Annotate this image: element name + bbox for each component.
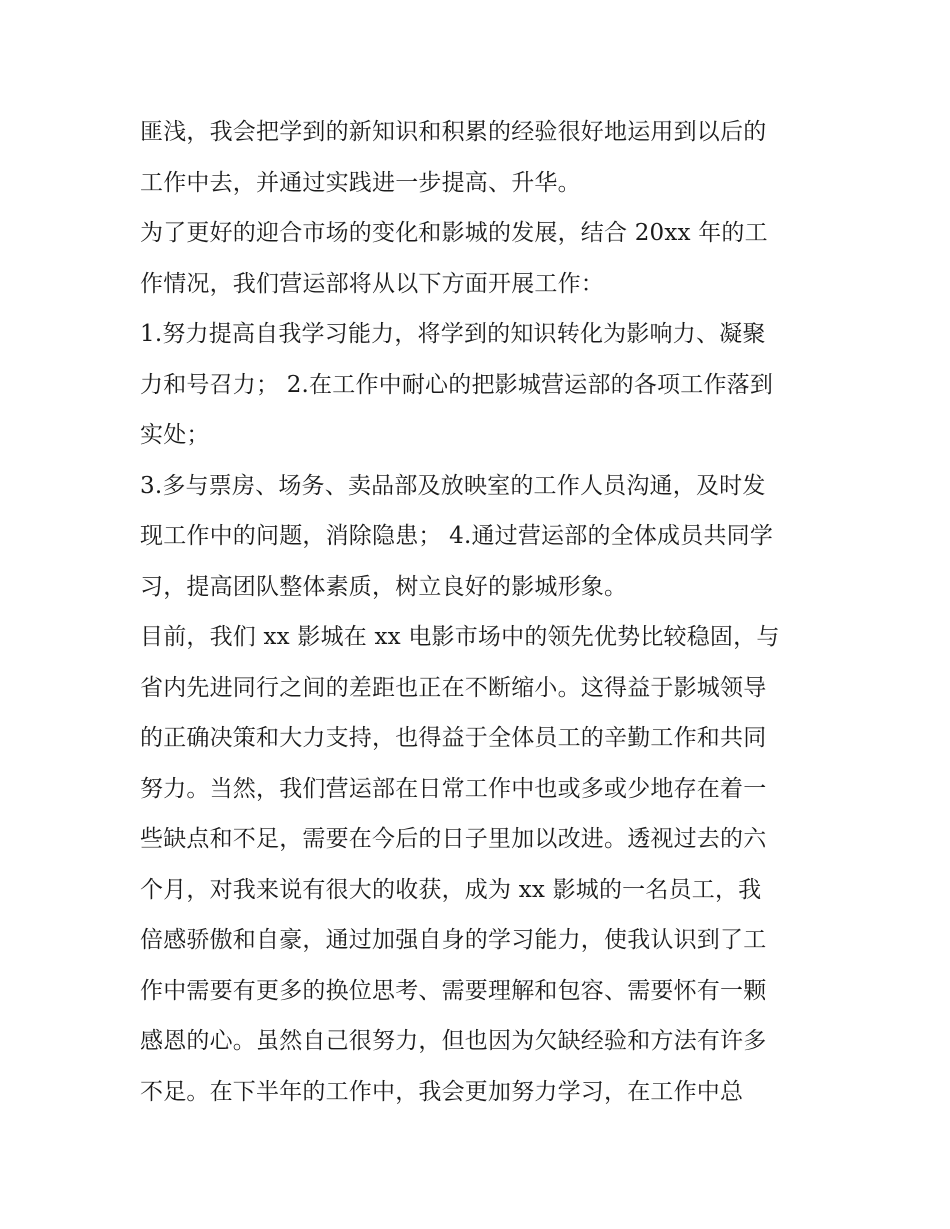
text-line: 的正确决策和大力支持，也得益于全体员工的辛勤工作和共同 [140,725,767,751]
text-line: 省内先进同行之间的差距也正在不断缩小。这得益于影城领导 [140,674,767,701]
text-line: 为了更好的迎合市场的变化和影城的发展，结合 20xx 年的工 [140,220,768,246]
text-line: 作中需要有更多的换位思考、需要理解和包容、需要怀有一颗 [140,977,767,1004]
text-line: 不足。在下半年的工作中，我会更加努力学习，在工作中总 [140,1078,744,1105]
text-line: 些缺点和不足，需要在今后的日子里加以改进。透视过去的六 [140,826,767,852]
text-line: 力和号召力； 2.在工作中耐心的把影城营运部的各项工作落到 [140,371,774,398]
text-line: 实处； [140,422,210,448]
text-line: 工作中去，并通过实践进一步提高、升华。 [140,169,581,196]
text-line: 作情况，我们营运部将从以下方面开展工作： [140,270,604,297]
text-line: 感恩的心。虽然自己很努力，但也因为欠缺经验和方法有许多 [140,1028,767,1054]
text-line: 习，提高团队整体素质，树立良好的影城形象。 [140,573,628,600]
text-line: 努力。当然，我们营运部在日常工作中也或多或少地存在着一 [140,775,767,802]
text-line: 现工作中的问题，消除隐患； 4.通过营运部的全体成员共同学 [140,523,774,549]
text-line: 3.多与票房、场务、卖品部及放映室的工作人员沟通，及时发 [140,472,766,499]
text-line: 目前，我们 xx 影城在 xx 电影市场中的领先优势比较稳固，与 [140,624,780,650]
document-body [140,107,820,1117]
text-line: 匪浅，我会把学到的新知识和积累的经验很好地运用到以后的 [140,119,767,145]
text-line: 个月，对我来说有很大的收获，成为 xx 影城的一名员工，我 [140,876,762,903]
text-line: 1.努力提高自我学习能力，将学到的知识转化为影响力、凝聚 [140,321,766,347]
text-line: 倍感骄傲和自豪，通过加强自身的学习能力，使我认识到了工 [140,927,767,953]
